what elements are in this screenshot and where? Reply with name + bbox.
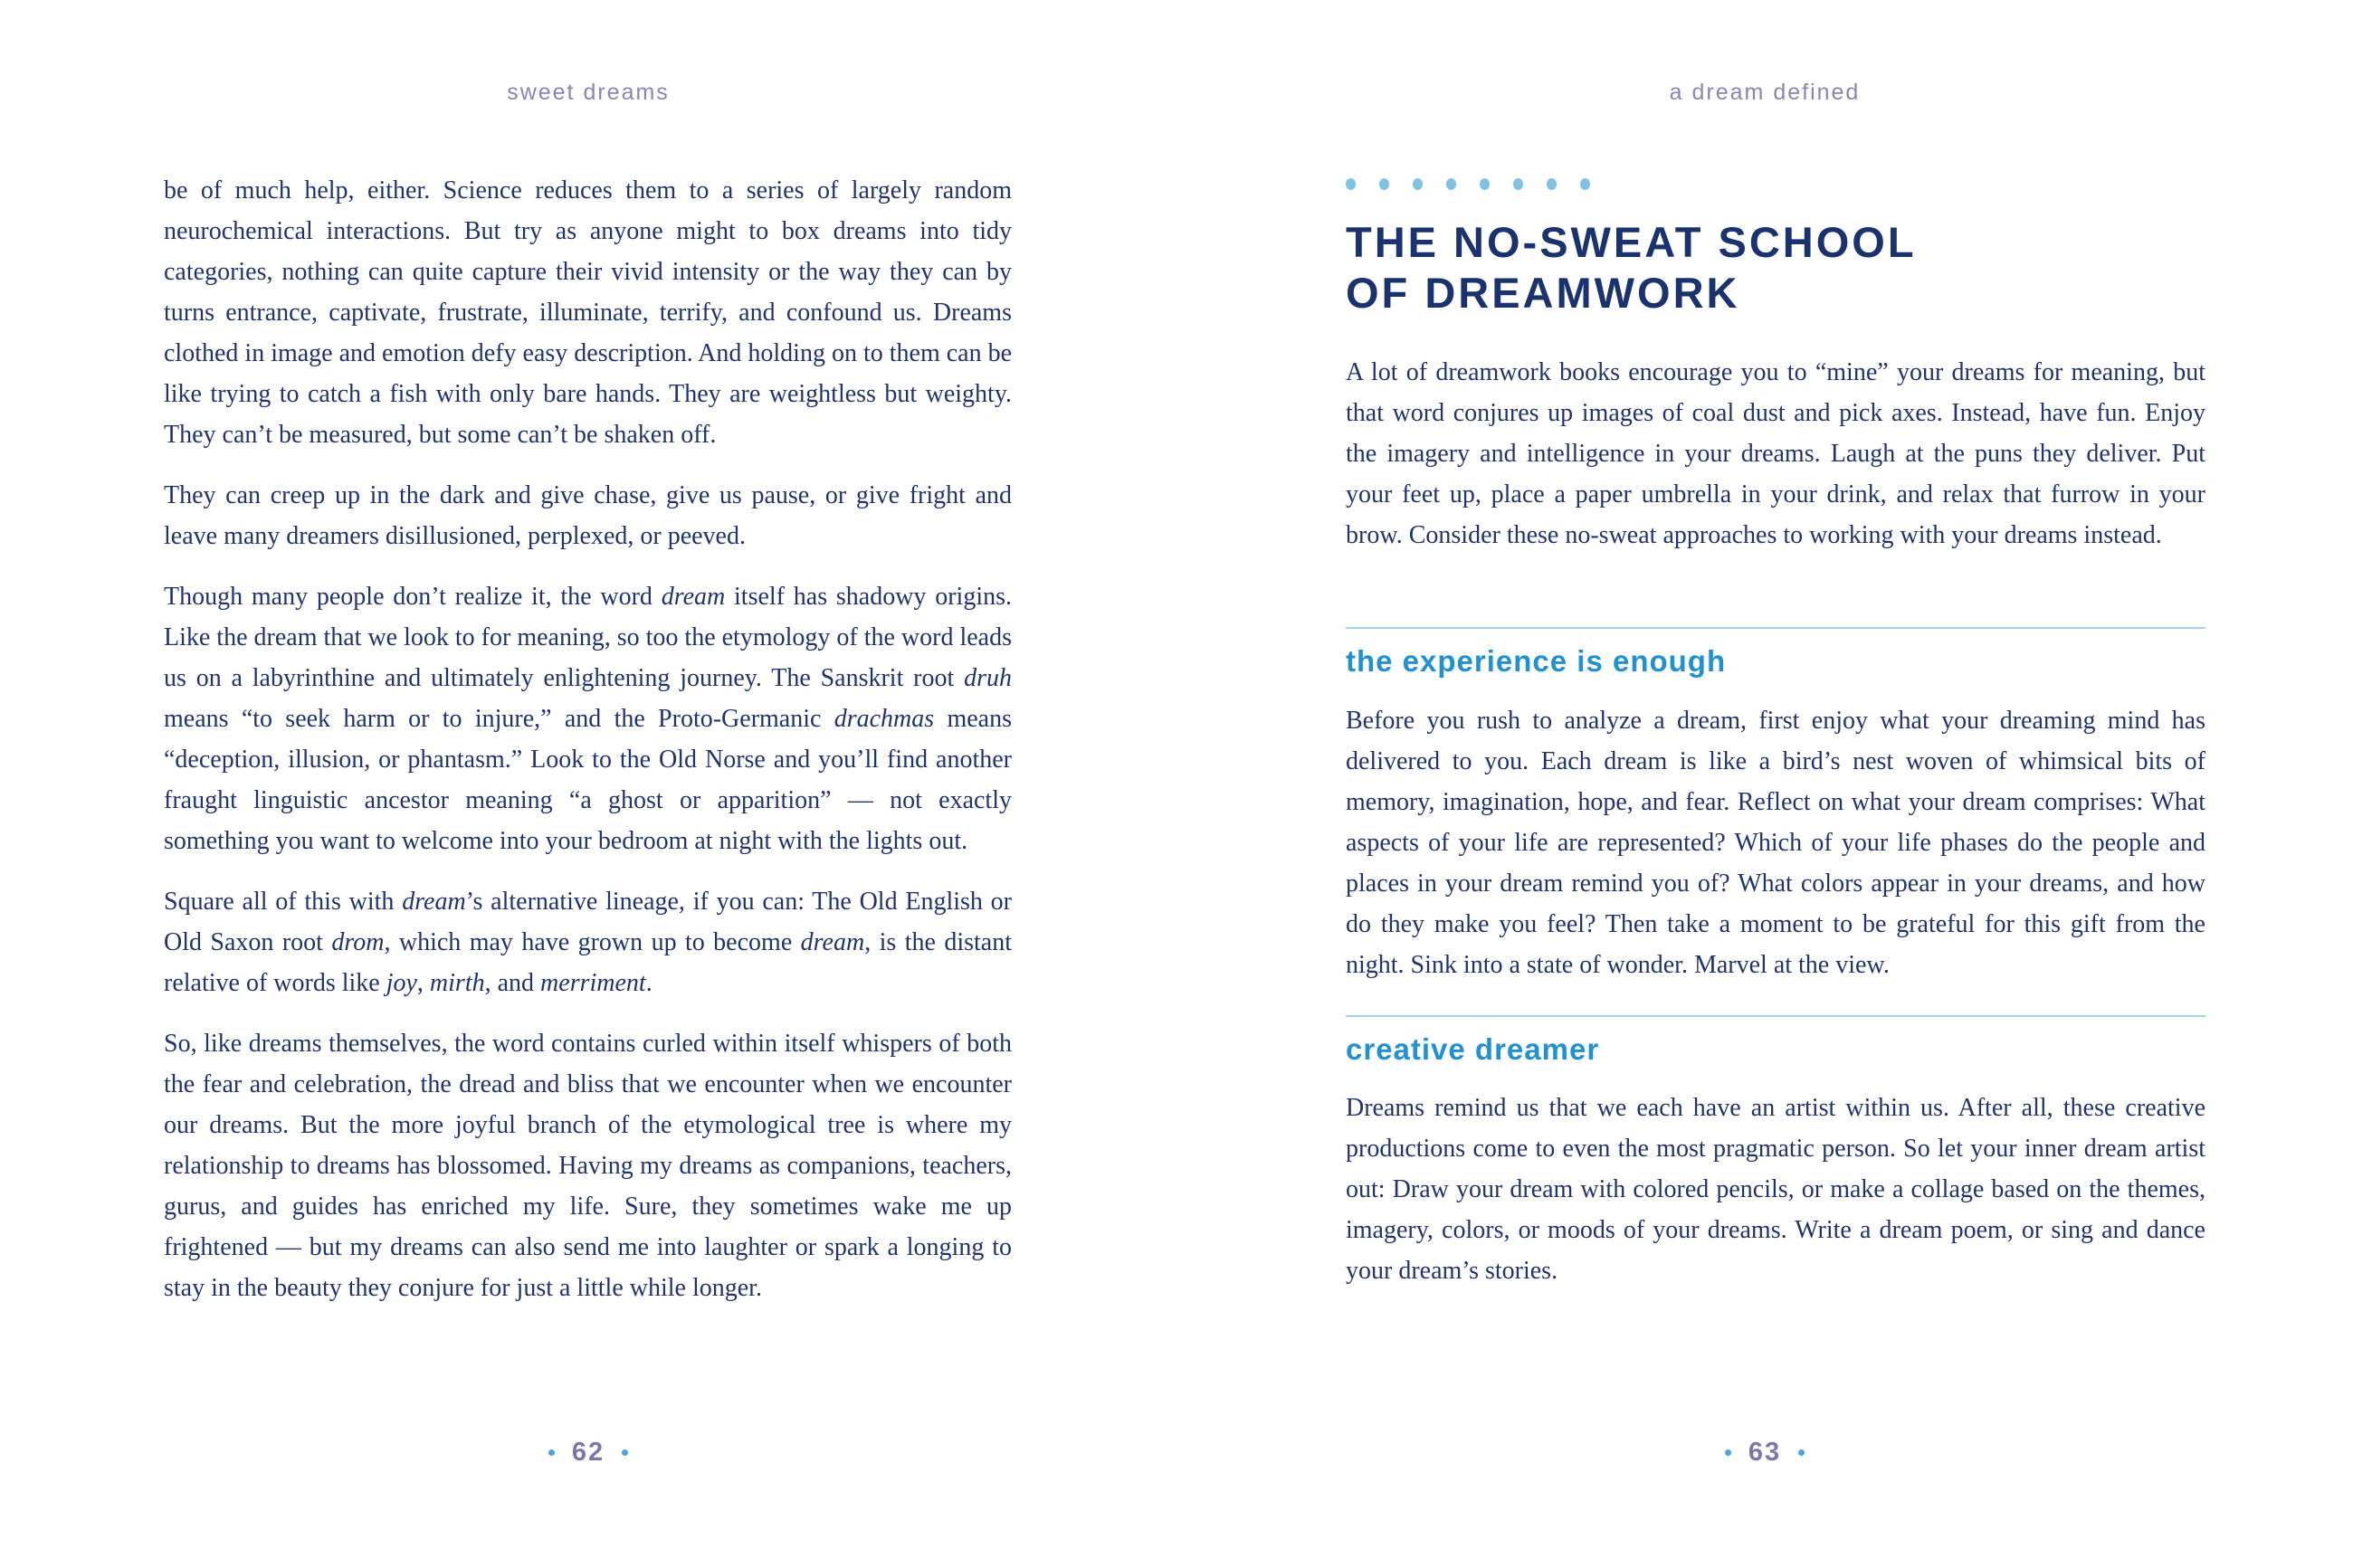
running-head-right: a dream defined [1669, 80, 1861, 105]
right-page [1176, 0, 2353, 1568]
page-number-value: 63 [1748, 1438, 1782, 1467]
paragraph: Dreams remind us that we each have an artist within us. After all, these creative productions come to even the most pragmatic person. So let your inner dream artist out: Draw your dream with colored pencils, or make a collage based on the themes, imagery, colors, or moods of your dreams. Write a dream poem, or sing and dance your dream’s stories. [1346, 1094, 2205, 1285]
folio-dot [1798, 1449, 1805, 1456]
chapter-intro [1346, 352, 2205, 575]
chapter-title-line1: THE NO-SWEAT SCHOOL [1346, 218, 1917, 266]
folio-dot [1725, 1449, 1731, 1456]
accent-dot [1547, 178, 1557, 190]
paragraph: Before you rush to analyze a dream, first enjoy what your dreaming mind has delivered to you. Each dream is like a bird’s nest woven of whimsical bits of memory, imagination, hope, and fear. Reflect on what your dream comprises: What aspects of your life are represented? Which of your life phases do the people and places in your dream remind you of? What colors appear in your dreams, and how do they make you feel? Then take a moment to be grateful for this gift from the night. Sink into a state of wonder. Marvel at the view. [1346, 707, 2205, 979]
accent-dot [1480, 178, 1490, 190]
accent-dot [1580, 178, 1590, 190]
section-divider [1346, 1015, 2205, 1017]
running-head-left: sweet dreams [507, 80, 670, 105]
chapter-accent-dots [1346, 178, 1590, 190]
section-body-experience [1346, 700, 2205, 1005]
folio-dot [548, 1449, 555, 1456]
accent-dot [1513, 178, 1523, 190]
page-number-right [1176, 1438, 2353, 1468]
left-page [0, 0, 1176, 1568]
paragraph: So, like dreams themselves, the word contains curled within itself whispers of both the fear and celebration, the dread and bliss that we encounter when we encounter our dreams. But the more joyful branch of the etymological tree is where my relationship to dreams has blossomed. Having my dreams as companions, teachers, gurus, and guides has enriched my life. Sure, they sometimes wake me up frightened — but my dreams can also send me into laughter or spark a longing to stay in the beauty they conjure for just a little while longer. [164, 1030, 1012, 1302]
accent-dot [1346, 178, 1356, 190]
folio-dot [622, 1449, 628, 1456]
page-number-left [0, 1438, 1176, 1468]
section-heading-creative: creative dreamer [1346, 1032, 1600, 1066]
accent-dot [1379, 178, 1389, 190]
paragraph: Though many people don’t realize it, the word dream itself has shadowy origins. Like the dream that we look to for meaning, so too the etymology of the word leads us on a labyrinthine and ultimately enlightening journey. The Sanskrit root druh means “to seek harm or to injure,” and the Proto-Germanic drachmas means “deception, illusion, or phantasm.” Look to the Old Norse and you’ll find another fraught linguistic ancestor meaning “a ghost or apparition” — not exactly something you want to welcome into your bedroom at night with the lights out. [164, 583, 1013, 855]
page-number-value: 62 [571, 1438, 605, 1467]
paragraph: They can creep up in the dark and give chase, give us pause, or give fright and leave many dreamers disillusioned, perplexed, or peeved. [164, 481, 1012, 550]
accent-dot [1413, 178, 1423, 190]
chapter-title-line2: OF DREAMWORK [1346, 269, 1740, 317]
paragraph: A lot of dreamwork books encourage you to “mine” your dreams for meaning, but that word conjures up images of coal dust and pick axes. Instead, have fun. Enjoy the imagery and intelligence in your dreams. Laugh at the puns they deliver. Put your feet up, place a paper umbrella in your drink, and relax that furrow in your brow. Consider these no-sweat approaches to working with your dreams instead. [1346, 358, 2205, 549]
accent-dot [1446, 178, 1456, 190]
section-body-creative [1346, 1088, 2205, 1311]
section-divider [1346, 627, 2205, 629]
section-heading-experience: the experience is enough [1346, 644, 1727, 678]
chapter-title [1346, 217, 1917, 318]
paragraph: Square all of this with dream’s alternative lineage, if you can: The Old English or Old Saxon root drom, which may have grown up to become dream, is the distant relative of words like joy, mirth, and merriment. [164, 888, 1013, 997]
left-body-column [164, 170, 1012, 1328]
paragraph: be of much help, either. Science reduces them to a series of largely random neurochemical interactions. But try as anyone might to box dreams into tidy categories, nothing can quite capture their vivid intensity or the way they can by turns entrance, captivate, frustrate, illuminate, terrify, and confound us. Dreams clothed in image and emotion defy easy description. And holding on to them can be like trying to catch a fish with only bare hands. They are weightless but weighty. They can’t be measured, but some can’t be shaken off. [164, 176, 1013, 449]
